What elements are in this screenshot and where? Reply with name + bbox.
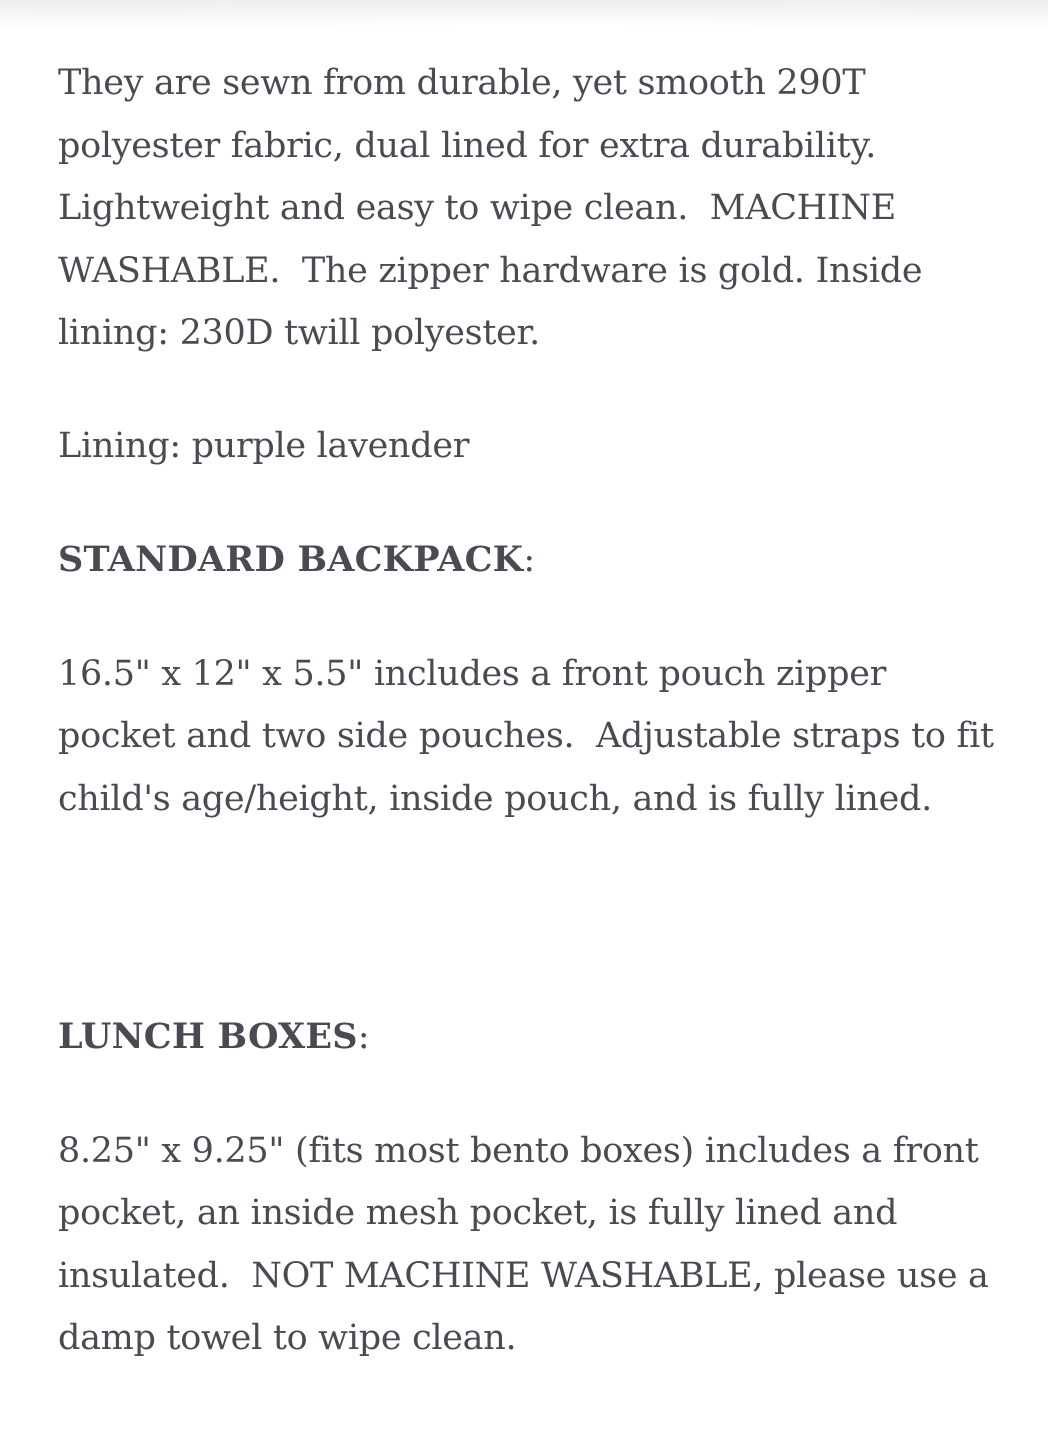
lining-paragraph: Lining: purple lavender bbox=[58, 425, 470, 466]
lunch-heading-text: LUNCH BOXES bbox=[58, 1016, 358, 1057]
backpack-heading bbox=[58, 529, 998, 592]
top-edge-shadow bbox=[0, 0, 1048, 40]
backpack-description: 16.5" x 12" x 5.5" includes a front pouch zipper pocket and two side pouches. Adjustable straps to fit child's age/height, inside pouch, and is fully lined. bbox=[58, 653, 1005, 819]
lunch-heading-colon: : bbox=[357, 1017, 370, 1057]
intro-paragraph: They are sewn from durable, yet smooth 290T polyester fabric, dual lined for extra durability. Lightweight and easy to wipe clean. MACHINE WASHABLE. The zipper hardware is gold. Inside lining: 230D twill polyester. bbox=[58, 63, 934, 353]
lunch-heading bbox=[58, 1006, 998, 1069]
backpack-heading-colon: : bbox=[523, 540, 535, 580]
product-description bbox=[58, 52, 1005, 1370]
lunch-description: 8.25" x 9.25" (fits most bento boxes) includes a front pocket, an inside mesh pocket, is fully lined and insulated. NOT MACHINE WASHABLE, please use a damp towel to wipe clean. bbox=[58, 1130, 1000, 1358]
backpack-heading-text: STANDARD BACKPACK bbox=[58, 539, 524, 580]
